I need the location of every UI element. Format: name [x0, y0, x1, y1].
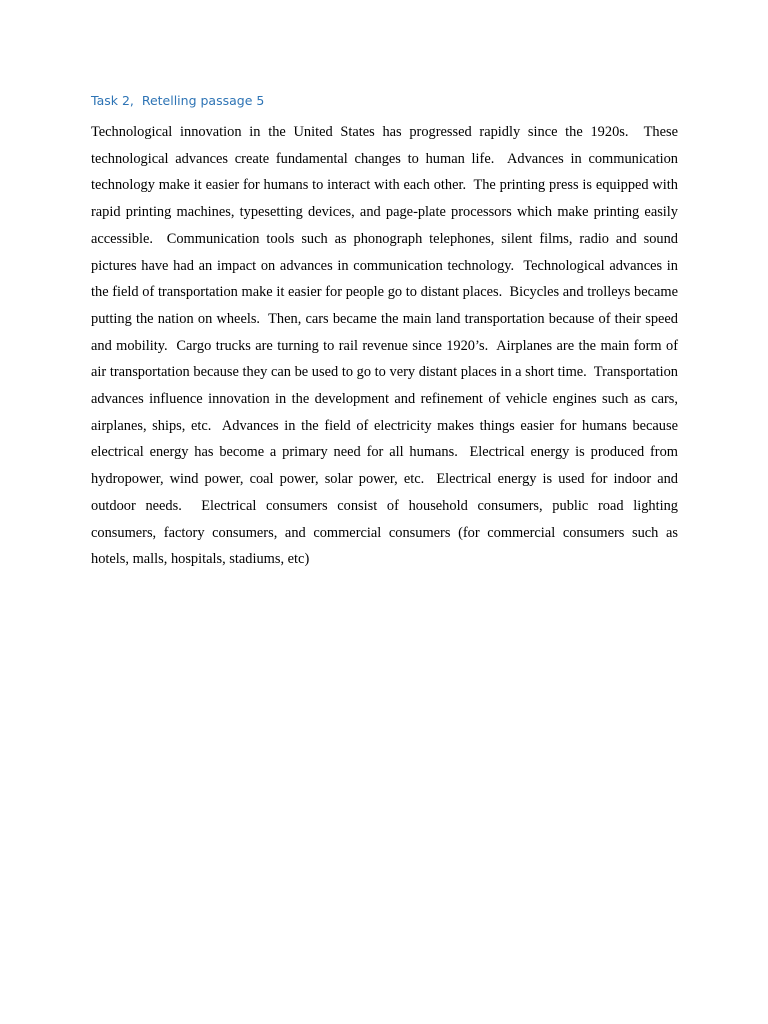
- task-heading: Task 2, Retelling passage 5: [91, 93, 265, 108]
- passage-paragraph: Technological innovation in the United States has progressed rapidly since the 1920s. These technological advances create fundamental changes to human life. Advances in communication technology make it easier for humans to interact with each other. The printing press is equipped with rapid printing machines, typesetting devices, and page-plate processors which make printing easily accessible. Communication tools such as phonograph telephones, silent films, radio and sound pictures have had an impact on advances in communication technology. Technological advances in the field of transportation make it easier for people go to distant places. Bicycles and trolleys became putting the nation on wheels. Then, cars became the main land transportation because of their speed and mobility. Cargo trucks are turning to rail revenue since 1920’s. Airplanes are the main form of air transportation because they can be used to go to very distant places in a short time. Transportation advances influence innovation in the development and refinement of vehicle engines such as cars, airplanes, ships, etc. Advances in the field of electricity makes things easier for humans because electrical energy has become a primary need for all humans. Electrical energy is produced from hydropower, wind power, coal power, solar power, etc. Electrical energy is used for indoor and outdoor needs. Electrical consumers consist of household consumers, public road lighting consumers, factory consumers, and commercial consumers (for commercial consumers such as hotels, malls, hospitals, stadiums, etc): [91, 124, 682, 568]
